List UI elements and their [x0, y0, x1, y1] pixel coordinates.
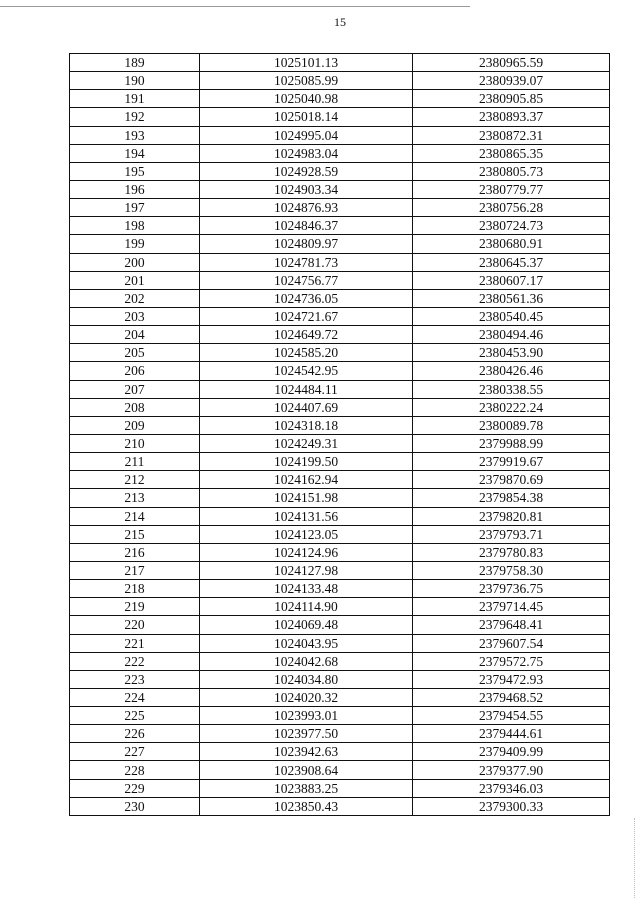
table-row [70, 634, 610, 652]
point-number-cell: 193 [70, 126, 200, 144]
x-coordinate-cell: 1025085.99 [200, 72, 413, 90]
point-number-cell: 196 [70, 180, 200, 198]
y-coordinate-cell: 2379468.52 [413, 688, 610, 706]
table-row [70, 344, 610, 362]
x-coordinate-cell: 1024983.04 [200, 144, 413, 162]
x-coordinate-cell: 1024484.11 [200, 380, 413, 398]
y-coordinate-cell: 2380756.28 [413, 199, 610, 217]
table-row [70, 688, 610, 706]
point-number-cell: 208 [70, 398, 200, 416]
point-number-cell: 191 [70, 90, 200, 108]
table-row [70, 326, 610, 344]
point-number-cell: 214 [70, 507, 200, 525]
y-coordinate-cell: 2379472.93 [413, 670, 610, 688]
table-row [70, 162, 610, 180]
point-number-cell: 219 [70, 598, 200, 616]
table-row [70, 453, 610, 471]
x-coordinate-cell: 1024928.59 [200, 162, 413, 180]
y-coordinate-cell: 2380089.78 [413, 416, 610, 434]
table-row [70, 108, 610, 126]
point-number-cell: 192 [70, 108, 200, 126]
table-row [70, 289, 610, 307]
x-coordinate-cell: 1024585.20 [200, 344, 413, 362]
table-row [70, 598, 610, 616]
y-coordinate-cell: 2380939.07 [413, 72, 610, 90]
page-number: 15 [334, 15, 346, 29]
x-coordinate-cell: 1024736.05 [200, 289, 413, 307]
x-coordinate-cell: 1024162.94 [200, 471, 413, 489]
table-row [70, 507, 610, 525]
y-coordinate-cell: 2380453.90 [413, 344, 610, 362]
y-coordinate-cell: 2380426.46 [413, 362, 610, 380]
table-row [70, 72, 610, 90]
table-row [70, 126, 610, 144]
point-number-cell: 225 [70, 707, 200, 725]
point-number-cell: 218 [70, 580, 200, 598]
table-row [70, 90, 610, 108]
y-coordinate-cell: 2379854.38 [413, 489, 610, 507]
table-row [70, 235, 610, 253]
point-number-cell: 221 [70, 634, 200, 652]
point-number-cell: 220 [70, 616, 200, 634]
point-number-cell: 203 [70, 307, 200, 325]
table-row [70, 217, 610, 235]
table-row [70, 471, 610, 489]
x-coordinate-cell: 1024127.98 [200, 561, 413, 579]
y-coordinate-cell: 2379648.41 [413, 616, 610, 634]
y-coordinate-cell: 2380561.36 [413, 289, 610, 307]
y-coordinate-cell: 2379572.75 [413, 652, 610, 670]
x-coordinate-cell: 1024756.77 [200, 271, 413, 289]
x-coordinate-cell: 1024809.97 [200, 235, 413, 253]
x-coordinate-cell: 1023977.50 [200, 725, 413, 743]
point-number-cell: 209 [70, 416, 200, 434]
point-number-cell: 228 [70, 761, 200, 779]
point-number-cell: 216 [70, 543, 200, 561]
y-coordinate-cell: 2379409.99 [413, 743, 610, 761]
table-row [70, 670, 610, 688]
y-coordinate-cell: 2379714.45 [413, 598, 610, 616]
y-coordinate-cell: 2380779.77 [413, 180, 610, 198]
x-coordinate-cell: 1024781.73 [200, 253, 413, 271]
y-coordinate-cell: 2379444.61 [413, 725, 610, 743]
point-number-cell: 198 [70, 217, 200, 235]
x-coordinate-cell: 1024995.04 [200, 126, 413, 144]
table-row [70, 54, 610, 72]
y-coordinate-cell: 2380865.35 [413, 144, 610, 162]
point-number-cell: 195 [70, 162, 200, 180]
table-row [70, 144, 610, 162]
point-number-cell: 204 [70, 326, 200, 344]
point-number-cell: 201 [70, 271, 200, 289]
x-coordinate-cell: 1025018.14 [200, 108, 413, 126]
y-coordinate-cell: 2379988.99 [413, 434, 610, 452]
point-number-cell: 222 [70, 652, 200, 670]
point-number-cell: 215 [70, 525, 200, 543]
x-coordinate-cell: 1024069.48 [200, 616, 413, 634]
y-coordinate-cell: 2379793.71 [413, 525, 610, 543]
x-coordinate-cell: 1024123.05 [200, 525, 413, 543]
table-row [70, 199, 610, 217]
table-row [70, 253, 610, 271]
table-row [70, 398, 610, 416]
y-coordinate-cell: 2379346.03 [413, 779, 610, 797]
table-row [70, 271, 610, 289]
table-row [70, 580, 610, 598]
x-coordinate-cell: 1024020.32 [200, 688, 413, 706]
point-number-cell: 211 [70, 453, 200, 471]
y-coordinate-cell: 2380893.37 [413, 108, 610, 126]
point-number-cell: 205 [70, 344, 200, 362]
point-number-cell: 190 [70, 72, 200, 90]
x-coordinate-cell: 1024133.48 [200, 580, 413, 598]
point-number-cell: 213 [70, 489, 200, 507]
point-number-cell: 229 [70, 779, 200, 797]
table-row [70, 797, 610, 815]
x-coordinate-cell: 1024114.90 [200, 598, 413, 616]
y-coordinate-cell: 2380222.24 [413, 398, 610, 416]
x-coordinate-cell: 1024846.37 [200, 217, 413, 235]
x-coordinate-cell: 1025040.98 [200, 90, 413, 108]
point-number-cell: 202 [70, 289, 200, 307]
x-coordinate-cell: 1024131.56 [200, 507, 413, 525]
y-coordinate-cell: 2379820.81 [413, 507, 610, 525]
point-number-cell: 226 [70, 725, 200, 743]
table-row [70, 543, 610, 561]
table-row [70, 616, 610, 634]
x-coordinate-cell: 1025101.13 [200, 54, 413, 72]
x-coordinate-cell: 1024043.95 [200, 634, 413, 652]
y-coordinate-cell: 2379377.90 [413, 761, 610, 779]
point-number-cell: 212 [70, 471, 200, 489]
y-coordinate-cell: 2380680.91 [413, 235, 610, 253]
table-row [70, 416, 610, 434]
y-coordinate-cell: 2380965.59 [413, 54, 610, 72]
x-coordinate-cell: 1023850.43 [200, 797, 413, 815]
x-coordinate-cell: 1024042.68 [200, 652, 413, 670]
y-coordinate-cell: 2380805.73 [413, 162, 610, 180]
x-coordinate-cell: 1024199.50 [200, 453, 413, 471]
point-number-cell: 206 [70, 362, 200, 380]
x-coordinate-cell: 1023883.25 [200, 779, 413, 797]
point-number-cell: 197 [70, 199, 200, 217]
y-coordinate-cell: 2380645.37 [413, 253, 610, 271]
point-number-cell: 223 [70, 670, 200, 688]
x-coordinate-cell: 1024876.93 [200, 199, 413, 217]
header-rule [0, 6, 470, 7]
point-number-cell: 227 [70, 743, 200, 761]
x-coordinate-cell: 1024249.31 [200, 434, 413, 452]
point-number-cell: 207 [70, 380, 200, 398]
x-coordinate-cell: 1024124.96 [200, 543, 413, 561]
table-row [70, 180, 610, 198]
x-coordinate-cell: 1024721.67 [200, 307, 413, 325]
x-coordinate-cell: 1024034.80 [200, 670, 413, 688]
coordinates-table-body [70, 54, 610, 816]
table-row [70, 743, 610, 761]
table-row [70, 652, 610, 670]
y-coordinate-cell: 2380905.85 [413, 90, 610, 108]
table-row [70, 434, 610, 452]
y-coordinate-cell: 2379300.33 [413, 797, 610, 815]
table-row [70, 362, 610, 380]
y-coordinate-cell: 2379736.75 [413, 580, 610, 598]
y-coordinate-cell: 2380540.45 [413, 307, 610, 325]
y-coordinate-cell: 2379607.54 [413, 634, 610, 652]
y-coordinate-cell: 2380494.46 [413, 326, 610, 344]
x-coordinate-cell: 1024151.98 [200, 489, 413, 507]
point-number-cell: 194 [70, 144, 200, 162]
table-row [70, 307, 610, 325]
point-number-cell: 224 [70, 688, 200, 706]
table-row [70, 525, 610, 543]
x-coordinate-cell: 1024318.18 [200, 416, 413, 434]
table-row [70, 561, 610, 579]
table-row [70, 380, 610, 398]
x-coordinate-cell: 1023942.63 [200, 743, 413, 761]
x-coordinate-cell: 1023908.64 [200, 761, 413, 779]
x-coordinate-cell: 1024649.72 [200, 326, 413, 344]
x-coordinate-cell: 1024407.69 [200, 398, 413, 416]
point-number-cell: 210 [70, 434, 200, 452]
point-number-cell: 189 [70, 54, 200, 72]
y-coordinate-cell: 2379780.83 [413, 543, 610, 561]
y-coordinate-cell: 2379758.30 [413, 561, 610, 579]
point-number-cell: 217 [70, 561, 200, 579]
x-coordinate-cell: 1024542.95 [200, 362, 413, 380]
y-coordinate-cell: 2379870.69 [413, 471, 610, 489]
table-row [70, 761, 610, 779]
table-row [70, 779, 610, 797]
x-coordinate-cell: 1023993.01 [200, 707, 413, 725]
point-number-cell: 199 [70, 235, 200, 253]
y-coordinate-cell: 2380724.73 [413, 217, 610, 235]
x-coordinate-cell: 1024903.34 [200, 180, 413, 198]
y-coordinate-cell: 2379454.55 [413, 707, 610, 725]
y-coordinate-cell: 2380607.17 [413, 271, 610, 289]
table-row [70, 707, 610, 725]
scan-edge-marks [634, 818, 638, 898]
table-row [70, 489, 610, 507]
point-number-cell: 230 [70, 797, 200, 815]
y-coordinate-cell: 2380338.55 [413, 380, 610, 398]
coordinates-table-container [69, 53, 610, 816]
y-coordinate-cell: 2380872.31 [413, 126, 610, 144]
table-row [70, 725, 610, 743]
coordinates-table [69, 53, 610, 816]
point-number-cell: 200 [70, 253, 200, 271]
y-coordinate-cell: 2379919.67 [413, 453, 610, 471]
